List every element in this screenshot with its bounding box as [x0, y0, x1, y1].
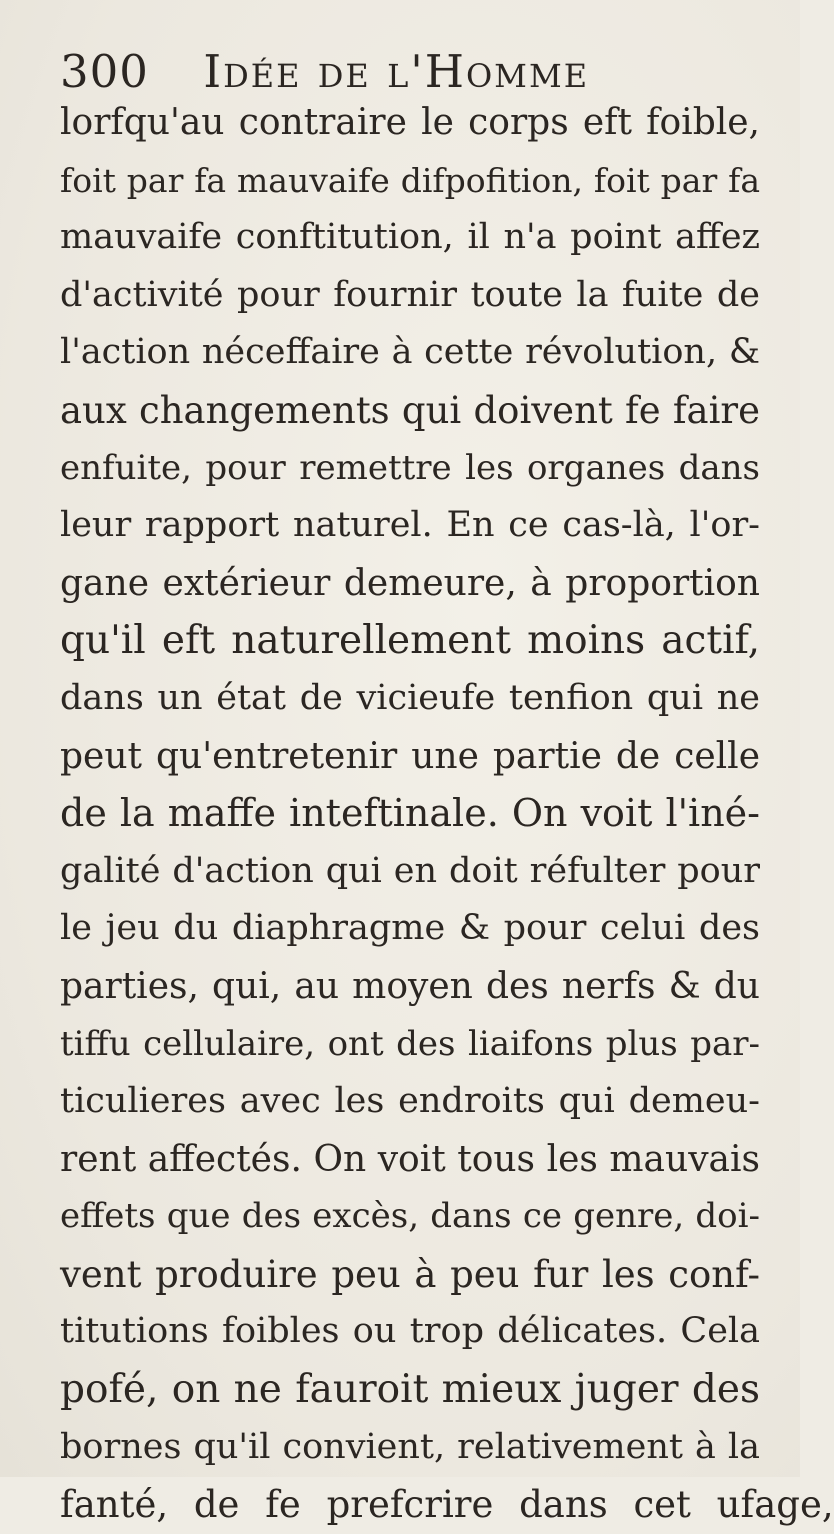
running-head: [60, 42, 760, 102]
text-line: foit par fa mauvaife difpofition, foit par fa: [60, 160, 760, 200]
text-line: de la maffe inteftinale. On voit l'iné-: [60, 791, 760, 836]
text-line: peut qu'entretenir une partie de celle: [60, 735, 760, 777]
text-line: galité d'action qui en doit réfulter pour: [60, 850, 760, 891]
text-line: enfuite, pour remettre les organes dans: [60, 447, 760, 488]
text-line: pofé, on ne fauroit mieux juger des: [60, 1367, 760, 1413]
text-line: gane extérieur demeure, à proportion: [60, 562, 760, 604]
running-title: Idée de l'Homme: [203, 45, 590, 98]
text-line: tiffu cellulaire, ont des liaifons plus par-: [60, 1023, 760, 1064]
text-line: l'action néceffaire à cette révolution, &: [60, 332, 760, 373]
text-line: leur rapport naturel. En ce cas-là, l'or-: [60, 505, 760, 546]
text-line: aux changements qui doivent fe faire: [60, 388, 760, 432]
body-text: [60, 94, 834, 1534]
text-line: fanté, de fe prefcrire dans cet ufage,: [60, 1483, 834, 1527]
text-line: ticulieres avec les endroits qui demeu-: [60, 1081, 760, 1122]
text-line: lorfqu'au contraire le corps eft foible,: [60, 102, 760, 143]
text-line: d'activité pour fournir toute la fuite de: [60, 274, 760, 315]
text-line: titutions foibles ou trop délicates. Cela: [60, 1311, 760, 1352]
text-line: qu'il eft naturellement moins actif,: [60, 618, 760, 664]
page-number: 300: [60, 45, 149, 98]
text-line: vent produire peu à peu fur les conf-: [60, 1252, 760, 1296]
text-line: mauvaife conftitution, il n'a point affez: [60, 217, 760, 258]
text-line: dans un état de vicieufe tenfion qui ne: [60, 677, 760, 718]
text-line: rent affectés. On voit tous les mauvais: [60, 1138, 760, 1180]
text-line: le jeu du diaphragme & pour celui des: [60, 908, 760, 949]
text-line: bornes qu'il convient, relativement à la: [60, 1426, 760, 1467]
text-line: effets que des excès, dans ce genre, doi-: [60, 1196, 760, 1237]
text-line: parties, qui, au moyen des nerfs & du: [60, 965, 760, 1007]
